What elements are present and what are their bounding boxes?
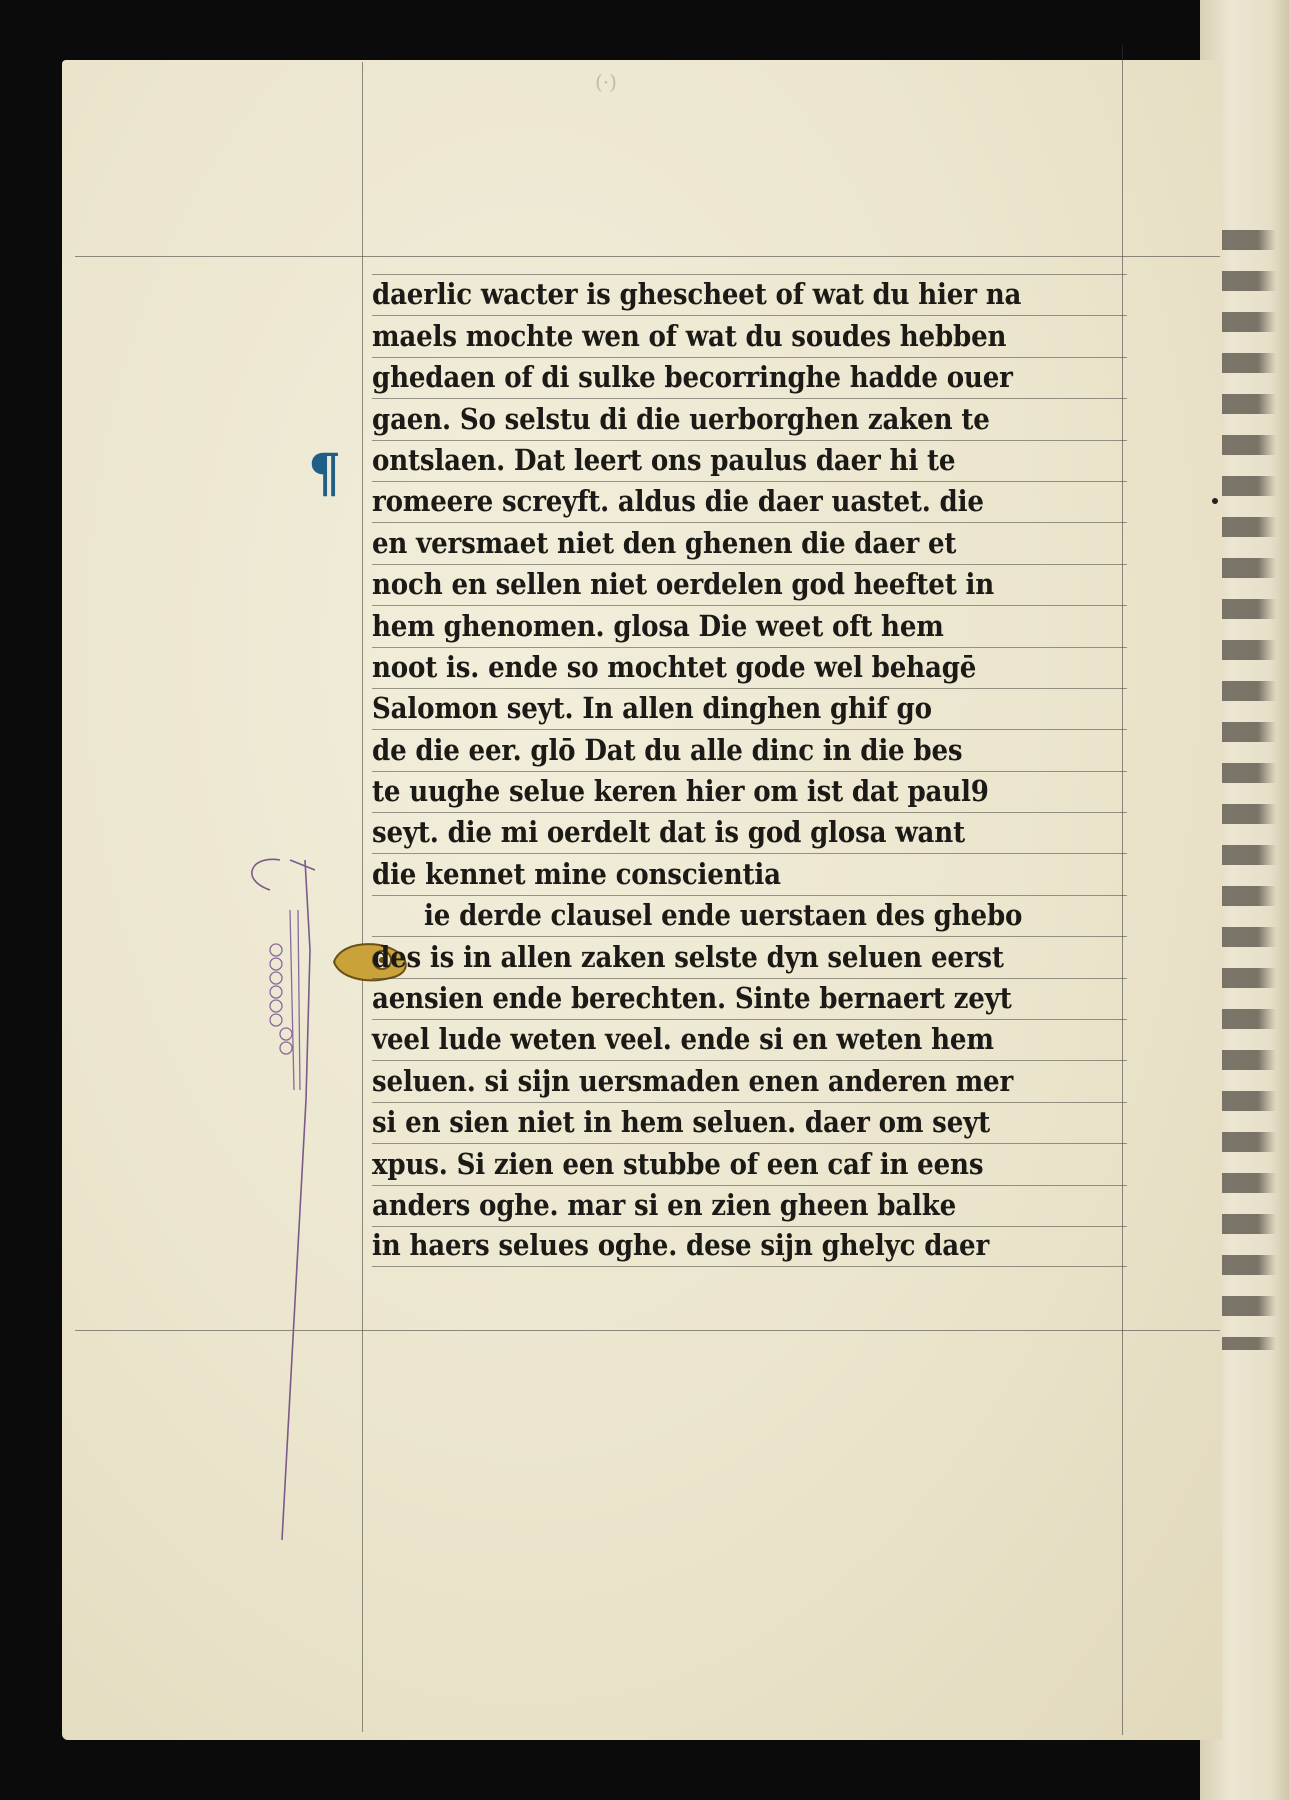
text-line [372, 895, 1127, 936]
text-line-content: seluen. si sijn uersmaden enen anderen mer [372, 1063, 1014, 1098]
text-line-content: Salomon seyt. In allen dinghen ghif go [372, 691, 932, 726]
text-line [372, 1185, 1127, 1226]
text-line [372, 978, 1127, 1019]
text-line [372, 522, 1127, 563]
text-line-content: en versmaet niet den ghenen die daer et [372, 525, 957, 560]
text-line [372, 647, 1127, 688]
text-line-content: noch en sellen niet oerdelen god heeftet in [372, 567, 995, 602]
text-line [372, 1060, 1127, 1101]
text-line-content: romeere screyft. aldus die daer uastet. die [372, 484, 984, 519]
text-line [372, 729, 1127, 770]
text-line [372, 1143, 1127, 1184]
text-line [372, 1019, 1127, 1060]
text-line [372, 771, 1127, 812]
text-line-content: veel lude weten veel. ende si en weten hem [372, 1022, 994, 1057]
text-line-content: hem ghenomen. glosa Die weet oft hem [372, 608, 944, 643]
text-line-content: te uughe selue keren hier om ist dat paul9 [372, 774, 989, 809]
text-line-content: anders oghe. mar si en zien gheen balke [372, 1187, 957, 1222]
facing-page-text-ghost [1216, 230, 1276, 1350]
blue-paraph-mark: ¶ [308, 443, 342, 504]
text-line-content: noot is. ende so mochtet gode wel behagē [372, 649, 977, 684]
text-line-content: daerlic wacter is ghescheet of wat du hier na [372, 277, 1022, 312]
ruling-left [362, 62, 363, 1732]
text-line [372, 605, 1127, 646]
text-line [372, 1226, 1127, 1267]
text-line-content: de die eer. glō Dat du alle dinc in die bes [372, 732, 963, 767]
text-line [372, 564, 1127, 605]
text-line-content: seyt. die mi oerdelt dat is god glosa want [372, 815, 965, 850]
text-line [372, 481, 1127, 522]
text-line [372, 440, 1127, 481]
text-line-content: gaen. So selstu di die uerborghen zaken te [372, 401, 990, 436]
text-line [372, 315, 1127, 356]
text-line [372, 274, 1127, 315]
text-line-content: si en sien niet in hem seluen. daer om seyt [372, 1105, 990, 1140]
manuscript-text-block [372, 274, 1127, 1267]
text-line-content: ghedaen of di sulke becorringhe hadde ouer [372, 360, 1013, 395]
text-line-content: ontslaen. Dat leert ons paulus daer hi te [372, 442, 956, 477]
text-line [372, 688, 1127, 729]
text-line-content: des is in allen zaken selste dyn seluen eerst [372, 939, 1004, 974]
text-line [372, 936, 1127, 977]
text-line-content: aensien ende berechten. Sinte bernaert zeyt [372, 981, 1012, 1016]
text-line-content: die kennet mine conscientia [372, 856, 781, 891]
text-line-content: in haers selues oghe. dese sijn ghelyc daer [372, 1228, 990, 1263]
text-line [372, 853, 1127, 894]
text-line-content: ie derde clausel ende uerstaen des ghebo [424, 898, 1023, 933]
text-line-content: maels mochte wen of wat du soudes hebben [372, 318, 1007, 353]
ruling-top [75, 256, 1220, 257]
text-line-content: xpus. Si zien een stubbe of een caf in eens [372, 1146, 984, 1181]
text-line [372, 812, 1127, 853]
pin-hole [1212, 498, 1218, 504]
text-line [372, 1102, 1127, 1143]
text-line [372, 398, 1127, 439]
text-line [372, 357, 1127, 398]
catchword: (·) [595, 70, 617, 94]
